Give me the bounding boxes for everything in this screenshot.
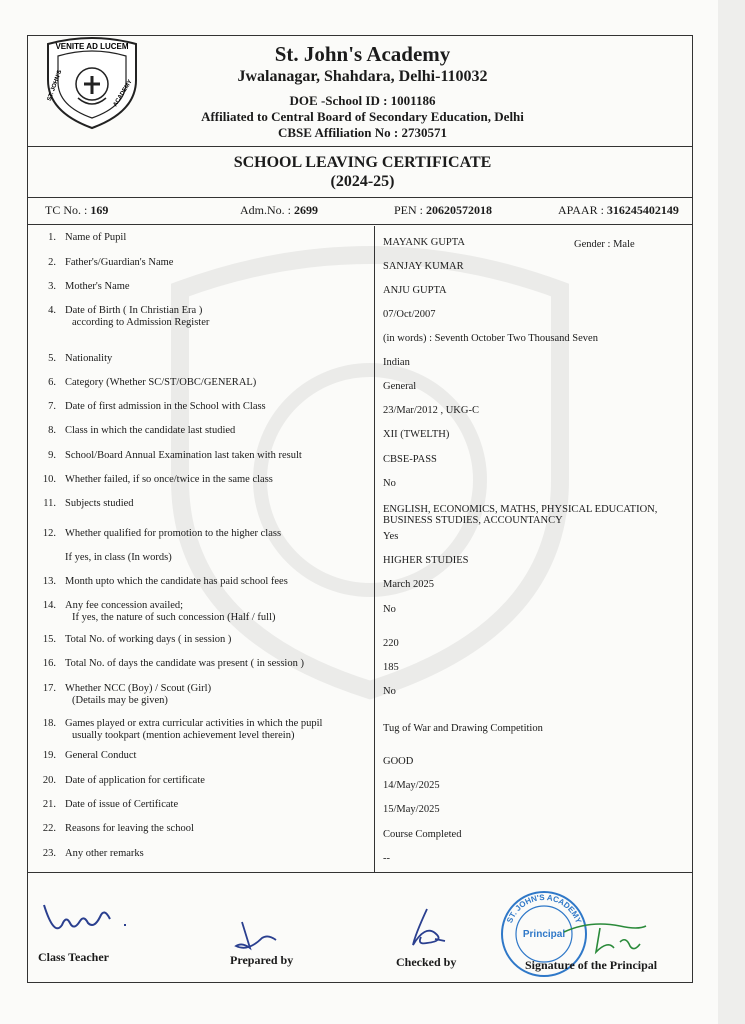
- cbse-affiliation-no: CBSE Affiliation No : 2730571: [277, 125, 447, 140]
- item-number: 7.: [48, 401, 56, 412]
- item-number: 18.: [42, 718, 56, 729]
- header-divider: [27, 146, 693, 147]
- apaar-number: APAAR : 316245402149: [558, 203, 679, 217]
- item-value: No: [383, 478, 396, 489]
- item-value: 220: [383, 638, 399, 649]
- stamp-ring-text: ST. JOHN'S ACADEMY: [505, 892, 584, 925]
- item-label-continued: usually tookpart (mention achievement level therein): [72, 730, 295, 741]
- item-value-continued: (in words) : Seventh October Two Thousand Seven: [383, 333, 598, 344]
- item-label: Father's/Guardian's Name: [65, 257, 174, 268]
- school-id: DOE -School ID : 1001186: [289, 93, 436, 108]
- logo-right-text: ACADEMY: [112, 79, 134, 108]
- item-value: GOOD: [383, 756, 414, 767]
- certificate-session: (2024-25): [330, 173, 395, 190]
- item-number: 3.: [48, 281, 56, 292]
- item-number: 8.: [48, 425, 56, 436]
- item-label-continued: If yes, in class (In words): [65, 552, 172, 563]
- item-label: Whether failed, if so once/twice in the same class: [65, 474, 273, 485]
- item-value: 23/Mar/2012 , UKG-C: [383, 405, 479, 416]
- item-number: 20.: [42, 775, 56, 786]
- item-value: Indian: [383, 357, 410, 368]
- item-value: Yes: [383, 531, 399, 542]
- item-label: Date of application for certificate: [65, 775, 205, 786]
- admission-number: Adm.No. : 2699: [240, 203, 318, 217]
- principal-signature: [560, 918, 650, 958]
- class-teacher-signature: [40, 895, 140, 940]
- item-value: 15/May/2025: [383, 804, 440, 815]
- item-label: Class in which the candidate last studied: [65, 425, 236, 436]
- item-number: 21.: [42, 799, 56, 810]
- ids-divider: [27, 224, 693, 225]
- item-label-continued: according to Admission Register: [72, 317, 210, 328]
- item-label: Total No. of days the candidate was present ( in session ): [65, 658, 304, 669]
- item-number: 10.: [42, 474, 56, 485]
- item-label: Name of Pupil: [65, 232, 127, 243]
- item-label: Any fee concession availed;: [65, 600, 184, 611]
- item-number: 1.: [48, 232, 56, 243]
- item-label: School/Board Annual Examination last taken with result: [65, 450, 302, 461]
- item-number: 22.: [42, 823, 56, 834]
- item-value: ANJU GUPTA: [383, 285, 447, 296]
- item-value: XII (TWELTH): [383, 429, 450, 440]
- item-value: ENGLISH, ECONOMICS, MATHS, PHYSICAL EDUCATION,: [383, 504, 658, 515]
- item-number: 23.: [42, 848, 56, 859]
- item-label: Date of issue of Certificate: [65, 799, 179, 810]
- item-number: 19.: [42, 750, 56, 761]
- item-label: Month upto which the candidate has paid school fees: [65, 576, 288, 587]
- checked-by-signature: [405, 905, 450, 950]
- item-value: Tug of War and Drawing Competition: [383, 723, 543, 734]
- checked-by-label: Checked by: [396, 955, 457, 969]
- certificate-title: SCHOOL LEAVING CERTIFICATE: [233, 154, 492, 171]
- item-value-continued: BUSINESS STUDIES, ACCOUNTANCY: [383, 515, 563, 526]
- item-label: Subjects studied: [65, 498, 134, 509]
- item-value: No: [383, 686, 396, 697]
- item-value-continued: HIGHER STUDIES: [383, 555, 469, 566]
- prepared-by-signature: [232, 918, 282, 954]
- item-label-continued: (Details may be given): [72, 695, 168, 706]
- item-number: 17.: [42, 683, 56, 694]
- item-label: Whether NCC (Boy) / Scout (Girl): [65, 683, 212, 694]
- item-label: Mother's Name: [65, 281, 130, 292]
- item-value: March 2025: [383, 579, 435, 590]
- item-value: No: [383, 604, 396, 615]
- item-value: 185: [383, 662, 399, 673]
- item-label: Date of first admission in the School with Class: [65, 401, 266, 412]
- item-value: --: [383, 853, 390, 864]
- item-number: 4.: [48, 305, 56, 316]
- logo-motto: VENITE AD LUCEM: [55, 42, 129, 51]
- item-number: 13.: [42, 576, 56, 587]
- item-number: 6.: [48, 377, 56, 388]
- item-label: Date of Birth ( In Christian Era ): [65, 305, 203, 316]
- item-value: Course Completed: [383, 829, 462, 840]
- item-number: 16.: [42, 658, 56, 669]
- gender-value: Gender : Male: [574, 239, 635, 250]
- item-number: 11.: [43, 498, 56, 509]
- item-label: Total No. of working days ( in session ): [65, 634, 232, 645]
- class-teacher-label: Class Teacher: [38, 950, 110, 964]
- item-value: 14/May/2025: [383, 780, 440, 791]
- item-label: Games played or extra curricular activities in which the pupil: [65, 718, 323, 729]
- item-label: Any other remarks: [65, 848, 144, 859]
- school-address: Jwalanagar, Shahdara, Delhi-110032: [237, 68, 488, 85]
- item-value: General: [383, 381, 417, 392]
- item-value: SANJAY KUMAR: [383, 261, 464, 272]
- item-label-continued: If yes, the nature of such concession (Half / full): [72, 612, 276, 623]
- item-label: Nationality: [65, 353, 113, 364]
- item-number: 9.: [48, 450, 56, 461]
- column-divider: [374, 226, 375, 872]
- item-label: Reasons for leaving the school: [65, 823, 194, 834]
- logo-left-text: ST. JOHN'S: [46, 69, 64, 102]
- title-divider: [27, 197, 693, 198]
- stamp-center-text: Principal: [522, 929, 566, 940]
- items-bottom-divider: [27, 872, 693, 873]
- pen-number: PEN : 20620572018: [394, 203, 493, 217]
- principal-signature-label: Signature of the Principal: [525, 958, 658, 972]
- item-label: Category (Whether SC/ST/OBC/GENERAL): [65, 377, 257, 388]
- school-affiliation: Affiliated to Central Board of Secondary Education, Delhi: [201, 109, 524, 124]
- item-value: 07/Oct/2007: [383, 309, 436, 320]
- prepared-by-label: Prepared by: [230, 953, 294, 967]
- item-number: 2.: [48, 257, 56, 268]
- item-number: 14.: [42, 600, 56, 611]
- item-label: General Conduct: [65, 750, 137, 761]
- item-value: MAYANK GUPTA: [383, 237, 465, 248]
- item-value: CBSE-PASS: [383, 454, 437, 465]
- item-number: 15.: [42, 634, 56, 645]
- item-number: 12.: [42, 528, 56, 539]
- item-number: 5.: [48, 353, 56, 364]
- tc-number: TC No. : 169: [45, 203, 109, 217]
- school-name: St. John's Academy: [274, 42, 451, 66]
- item-label: Whether qualified for promotion to the higher class: [65, 528, 282, 539]
